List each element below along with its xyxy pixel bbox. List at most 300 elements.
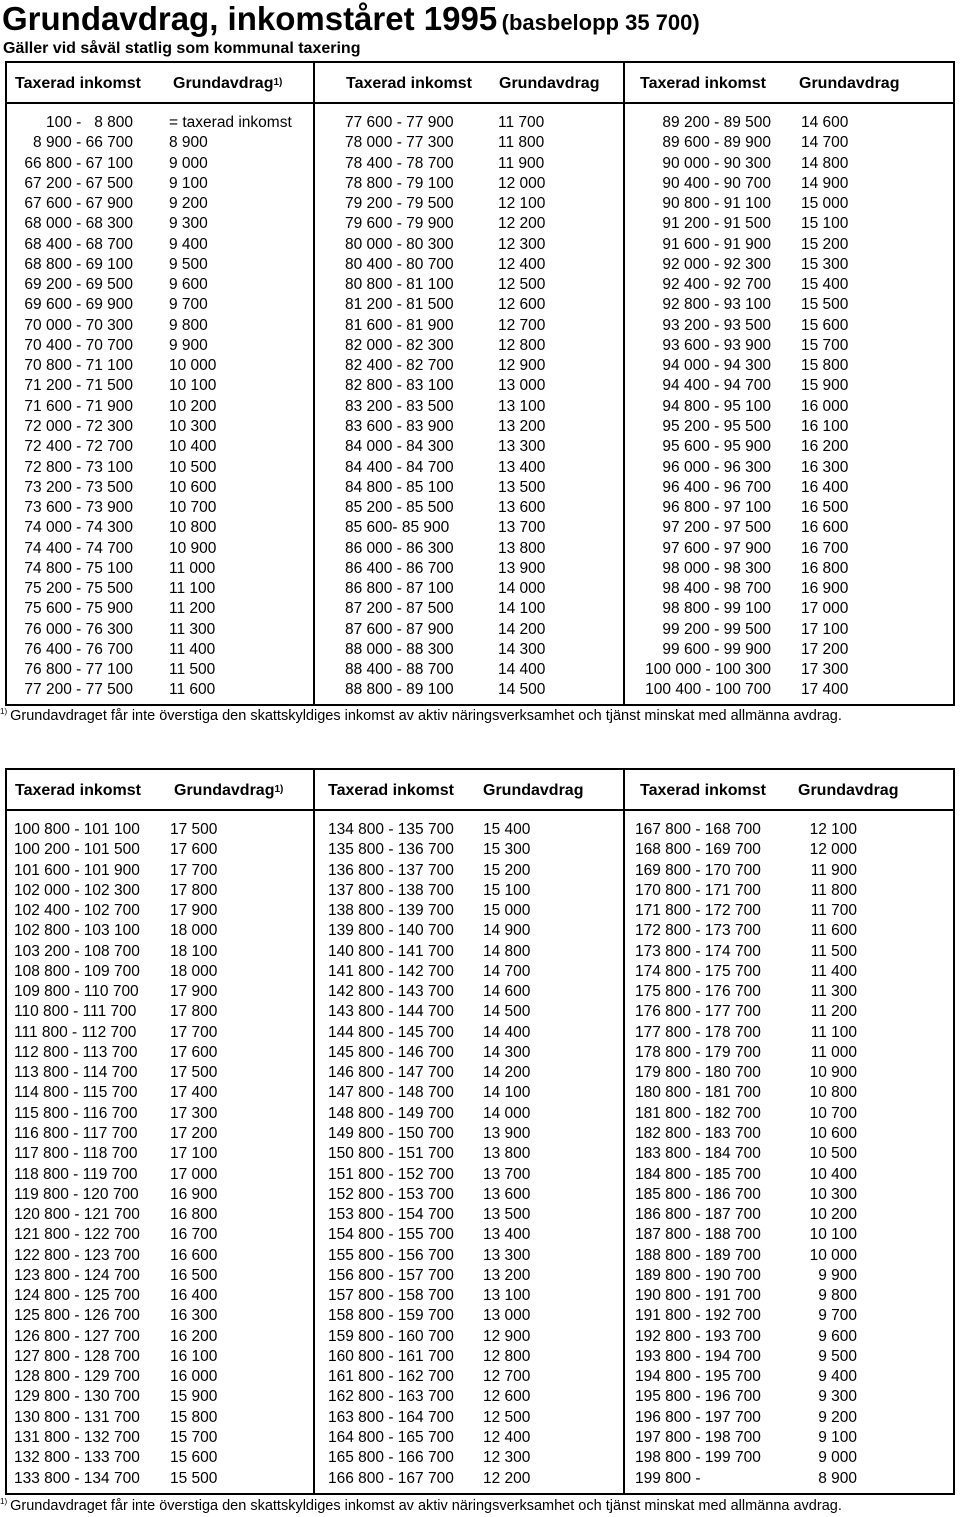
table-cell: 12 600: [483, 1388, 531, 1406]
table-cell: 102 400 - 102 700: [14, 902, 140, 920]
table-cell: 12 800: [483, 1347, 531, 1365]
table-cell: 15 100: [483, 881, 531, 899]
table-cell: 14 200: [498, 620, 546, 638]
table-cell: 173 800 - 174 700: [635, 942, 761, 960]
table-cell: 103 200 - 108 700: [14, 942, 140, 960]
income-column: [623, 113, 771, 701]
table-cell: 74 000 - 74 300: [24, 519, 133, 537]
table-cell: 68 000 - 68 300: [24, 215, 133, 233]
table-cell: 181 800 - 182 700: [635, 1104, 761, 1122]
table-cell: 78 000 - 77 300: [345, 134, 454, 152]
table-cell: 146 800 - 147 700: [328, 1064, 454, 1082]
table-cell: 14 000: [498, 580, 546, 598]
table-cell: 185 800 - 186 700: [635, 1185, 761, 1203]
table-cell: 12 700: [483, 1368, 531, 1386]
table-cell: 9 700: [169, 296, 208, 314]
table-cell: 10 600: [169, 478, 217, 496]
table-cell: 114 800 - 115 700: [14, 1084, 138, 1102]
table-cell: 81 200 - 81 500: [345, 296, 454, 314]
table-cell: 11 200: [810, 1003, 857, 1021]
table-cell: 12 100: [809, 821, 857, 838]
table-cell: 79 200 - 79 500: [345, 195, 454, 213]
table-cell: 13 900: [483, 1124, 531, 1142]
column-divider: [313, 63, 315, 704]
table-cell: 10 400: [169, 438, 217, 456]
table-cell: 167 800 - 168 700: [635, 821, 761, 838]
table-cell: 170 800 - 171 700: [635, 881, 761, 899]
table-cell: 177 800 - 178 700: [635, 1023, 761, 1041]
table-cell: 81 600 - 81 900: [345, 316, 454, 334]
table-cell: 137 800 - 138 700: [328, 881, 454, 899]
table-cell: 16 600: [801, 519, 849, 537]
table-cell: 14 100: [498, 600, 546, 618]
table-cell: 11 300: [810, 983, 857, 1001]
table-cell: 86 800 - 87 100: [345, 580, 454, 598]
table-cell: 109 800 - 110 700: [14, 983, 139, 1001]
table-cell: 187 800 - 188 700: [635, 1226, 761, 1244]
table-cell: 134 800 - 135 700: [328, 821, 454, 838]
table-cell: 133 800 - 134 700: [14, 1469, 140, 1487]
table-cell: 8 900: [818, 1469, 857, 1487]
table-cell: 16 300: [801, 458, 849, 476]
table-cell: 70 400 - 70 700: [24, 336, 133, 354]
table-cell: 125 800 - 126 700: [14, 1307, 140, 1325]
table-cell: 195 800 - 196 700: [635, 1388, 761, 1406]
table-cell: 11 400: [810, 962, 857, 980]
table-cell: 148 800 - 149 700: [328, 1104, 454, 1122]
table-cell: 15 700: [801, 336, 849, 354]
table-cell: 16 400: [170, 1287, 218, 1305]
table-cell: 102 800 - 103 100: [14, 922, 140, 940]
page-subtitle: Gäller vid såväl statlig som kommunal taxering: [3, 40, 361, 57]
table-cell: 9 300: [169, 215, 208, 233]
table-cell: 175 800 - 176 700: [635, 983, 761, 1001]
table-cell: 14 900: [801, 174, 849, 192]
table-cell: 76 400 - 76 700: [24, 640, 133, 658]
table-cell: 116 800 - 117 700: [14, 1124, 138, 1142]
table-cell: 16 300: [170, 1307, 218, 1325]
table-cell: 10 600: [809, 1124, 857, 1142]
header-basic-deduction: Grundavdrag$^{1)}$: [174, 782, 284, 799]
table-cell: 83 600 - 83 900: [345, 417, 454, 435]
header-basic-deduction: Grundavdrag: [799, 75, 900, 92]
footnote: $^{1)}$ Grundavdraget får inte överstiga den skattskyldiges inkomst av aktiv näringsverksamhet och tjänst minskat med allmänna avdrag.: [0, 1497, 842, 1514]
table-cell: 72 000 - 72 300: [24, 417, 133, 435]
table-cell: 15 000: [801, 195, 849, 213]
table-cell: 12 900: [483, 1327, 531, 1345]
table-cell: 157 800 - 158 700: [328, 1287, 454, 1305]
table-cell: 186 800 - 187 700: [635, 1206, 761, 1224]
table-cell: 15 500: [170, 1469, 218, 1487]
table-cell: 162 800 - 163 700: [328, 1388, 454, 1406]
table-cell: 108 800 - 109 700: [14, 962, 140, 980]
table-cell: 94 000 - 94 300: [662, 357, 771, 375]
table-cell: 10 800: [809, 1084, 857, 1102]
table-cell: 16 500: [170, 1266, 218, 1284]
table-cell: 15 900: [801, 377, 849, 395]
table-cell: 11 800: [810, 881, 857, 899]
table-cell: = taxerad inkomst: [169, 114, 292, 131]
table-cell: 90 000 - 90 300: [662, 154, 771, 172]
table-cell: 89 200 - 89 500: [662, 114, 771, 131]
table-cell: 9 500: [169, 255, 208, 273]
header-basic-deduction: Grundavdrag: [499, 75, 600, 92]
table-cell: 189 800 - 190 700: [635, 1266, 761, 1284]
table-cell: 93 600 - 93 900: [662, 336, 771, 354]
table-cell: 79 600 - 79 900: [345, 215, 454, 233]
table-cell: 13 600: [498, 499, 546, 517]
table-cell: 78 400 - 78 700: [345, 154, 454, 172]
table-cell: 80 800 - 81 100: [345, 276, 454, 294]
table-cell: 141 800 - 142 700: [328, 962, 454, 980]
table-cell: 17 600: [170, 841, 218, 859]
table-cell: 14 800: [483, 942, 531, 960]
table-cell: 17 000: [170, 1165, 218, 1183]
table-cell: 98 000 - 98 300: [662, 559, 771, 577]
table-cell: 85 200 - 85 500: [345, 499, 454, 517]
table-cell: 15 600: [801, 316, 849, 334]
table-cell: 12 900: [498, 357, 546, 375]
table-cell: 98 400 - 98 700: [662, 580, 771, 598]
table-cell: 14 200: [483, 1064, 531, 1082]
table-cell: 9 700: [818, 1307, 857, 1325]
table-cell: 158 800 - 159 700: [328, 1307, 454, 1325]
table-cell: 11 600: [810, 922, 857, 940]
table-cell: 150 800 - 151 700: [328, 1145, 454, 1163]
table-cell: 9 200: [818, 1408, 857, 1426]
table-cell: 18 100: [170, 942, 218, 960]
table-cell: 17 800: [170, 1003, 218, 1021]
table-cell: 15 100: [801, 215, 849, 233]
table-cell: 100 000 - 100 300: [645, 661, 771, 679]
table-cell: 17 400: [170, 1084, 218, 1102]
table-cell: 73 600 - 73 900: [24, 499, 133, 517]
table-cell: 14 300: [498, 640, 546, 658]
table-cell: 83 200 - 83 500: [345, 397, 454, 415]
table-cell: 96 800 - 97 100: [662, 499, 771, 517]
table-cell: 16 000: [801, 397, 849, 415]
table-cell: 92 800 - 93 100: [662, 296, 771, 314]
table-cell: 87 600 - 87 900: [345, 620, 454, 638]
table-cell: 69 200 - 69 500: [24, 276, 133, 294]
table-cell: 70 800 - 71 100: [24, 357, 133, 375]
table-cell: 9 900: [169, 336, 208, 354]
table-cell: 153 800 - 154 700: [328, 1206, 454, 1224]
table-cell: 86 000 - 86 300: [345, 539, 454, 557]
table-cell: 117 800 - 118 700: [14, 1145, 138, 1163]
table-cell: 111 800 - 112 700: [14, 1023, 137, 1041]
table-cell: 172 800 - 173 700: [635, 922, 761, 940]
table-cell: 13 700: [498, 519, 546, 537]
table-cell: 80 400 - 80 700: [345, 255, 454, 273]
table-cell: 15 600: [170, 1449, 218, 1467]
table-cell: 9 500: [818, 1347, 857, 1365]
table-cell: 13 800: [483, 1145, 531, 1163]
table-cell: 13 100: [483, 1287, 531, 1305]
table-cell: 13 500: [483, 1206, 531, 1224]
table-cell: 80 000 - 80 300: [345, 235, 454, 253]
table-cell: 13 000: [483, 1307, 531, 1325]
column-divider: [623, 770, 625, 1493]
table-cell: 87 200 - 87 500: [345, 600, 454, 618]
table-cell: 136 800 - 137 700: [328, 861, 454, 879]
table-cell: 77 600 - 77 900: [345, 114, 454, 131]
table-cell: 159 800 - 160 700: [328, 1327, 454, 1345]
table-cell: 16 000: [170, 1368, 218, 1386]
table-cell: 14 600: [801, 114, 849, 131]
table-cell: 11 100: [810, 1023, 857, 1041]
table-cell: 102 000 - 102 300: [14, 881, 140, 899]
table-cell: 191 800 - 192 700: [635, 1307, 761, 1325]
table-cell: 82 400 - 82 700: [345, 357, 454, 375]
table-cell: 99 600 - 99 900: [662, 640, 771, 658]
table-cell: 138 800 - 139 700: [328, 902, 454, 920]
header-taxed-income: Taxerad inkomst: [346, 75, 472, 92]
table-cell: 12 500: [483, 1408, 531, 1426]
table-cell: 197 800 - 198 700: [635, 1428, 761, 1446]
table-cell: 11 300: [169, 620, 216, 638]
deduction-column: [757, 820, 857, 1489]
income-column: [328, 820, 478, 1489]
table-cell: 11 700: [810, 902, 857, 920]
table-cell: 10 000: [809, 1246, 857, 1264]
table-cell: 14 400: [498, 661, 546, 679]
table-cell: 130 800 - 131 700: [14, 1408, 140, 1426]
table-cell: 10 700: [169, 499, 217, 517]
table-cell: 9 400: [169, 235, 208, 253]
table-cell: 76 800 - 77 100: [24, 661, 133, 679]
table-cell: 174 800 - 175 700: [635, 962, 761, 980]
table-cell: 13 300: [483, 1246, 531, 1264]
title-main: Grundavdrag, inkomståret 1995: [2, 0, 498, 37]
table-cell: 180 800 - 181 700: [635, 1084, 761, 1102]
table-cell: 10 200: [809, 1206, 857, 1224]
table-cell: 199 800 -: [635, 1469, 701, 1487]
table-cell: 9 000: [818, 1449, 857, 1467]
table-cell: 14 100: [483, 1084, 531, 1102]
table-cell: 66 800 - 67 100: [24, 154, 133, 172]
table-cell: 10 700: [809, 1104, 857, 1122]
table-cell: 14 300: [483, 1043, 531, 1061]
table-cell: 190 800 - 191 700: [635, 1287, 761, 1305]
table-cell: 88 400 - 88 700: [345, 661, 454, 679]
table-cell: 15 300: [483, 841, 531, 859]
table-cell: 17 700: [170, 861, 218, 879]
table-cell: 94 800 - 95 100: [662, 397, 771, 415]
table-cell: 154 800 - 155 700: [328, 1226, 454, 1244]
table-cell: 156 800 - 157 700: [328, 1266, 454, 1284]
table-cell: 18 000: [170, 962, 218, 980]
table-cell: 75 200 - 75 500: [24, 580, 133, 598]
table-cell: 163 800 - 164 700: [328, 1408, 454, 1426]
table-cell: 13 400: [498, 458, 546, 476]
table-cell: 9 600: [169, 276, 208, 294]
table-cell: 11 000: [169, 559, 216, 577]
header-taxed-income: Taxerad inkomst: [640, 75, 766, 92]
table-cell: 17 500: [170, 1064, 218, 1082]
table-cell: 144 800 - 145 700: [328, 1023, 454, 1041]
table-cell: 68 400 - 68 700: [24, 235, 133, 253]
table-cell: 96 400 - 96 700: [662, 478, 771, 496]
table-cell: 15 700: [170, 1428, 218, 1446]
table-cell: 14 800: [801, 154, 849, 172]
table-cell: 127 800 - 128 700: [14, 1347, 140, 1365]
table-cell: 71 600 - 71 900: [24, 397, 133, 415]
table-cell: 16 200: [170, 1327, 218, 1345]
deduction-column: [170, 820, 270, 1489]
table-cell: 169 800 - 170 700: [635, 861, 761, 879]
table-cell: 16 900: [170, 1185, 218, 1203]
table-cell: 17 000: [801, 600, 849, 618]
table-cell: 74 400 - 74 700: [24, 539, 133, 557]
income-column: [7, 113, 133, 701]
table-cell: 13 700: [483, 1165, 531, 1183]
table-cell: 17 100: [801, 620, 849, 638]
table-cell: 140 800 - 141 700: [328, 942, 454, 960]
table-cell: 11 800: [498, 134, 545, 152]
footnote: $^{1)}$ Grundavdraget får inte överstiga den skattskyldiges inkomst av aktiv näringsverksamhet och tjänst minskat med allmänna avdrag.: [0, 707, 842, 724]
title-note: (basbelopp 35 700): [501, 10, 700, 35]
table-cell: 115 800 - 116 700: [14, 1104, 138, 1122]
deduction-column: [801, 113, 901, 701]
table-cell: 129 800 - 130 700: [14, 1388, 140, 1406]
table-cell: 100 200 - 101 500: [14, 841, 140, 859]
table-cell: 139 800 - 140 700: [328, 922, 454, 940]
table-cell: 11 100: [169, 580, 216, 598]
table-cell: 97 600 - 97 900: [662, 539, 771, 557]
table-cell: 12 500: [498, 276, 546, 294]
table-cell: 143 800 - 144 700: [328, 1003, 454, 1021]
table-cell: 14 500: [498, 681, 546, 699]
header-basic-deduction: Grundavdrag: [483, 782, 584, 799]
header-basic-deduction: Grundavdrag$^{1)}$: [173, 75, 283, 92]
table-cell: 11 700: [498, 114, 545, 131]
table-cell: 92 000 - 92 300: [662, 255, 771, 273]
table-cell: 11 000: [810, 1043, 857, 1061]
table-cell: 90 400 - 90 700: [662, 174, 771, 192]
table-cell: 14 000: [483, 1104, 531, 1122]
table-cell: 178 800 - 179 700: [635, 1043, 761, 1061]
table-cell: 16 600: [170, 1246, 218, 1264]
table-cell: 192 800 - 193 700: [635, 1327, 761, 1345]
table-cell: 9 400: [818, 1368, 857, 1386]
table-cell: 13 300: [498, 438, 546, 456]
income-column: [14, 820, 164, 1489]
table-cell: 12 700: [498, 316, 546, 334]
table-cell: 101 600 - 101 900: [14, 861, 140, 879]
table-cell: 17 600: [170, 1043, 218, 1061]
table-cell: 161 800 - 162 700: [328, 1368, 454, 1386]
table-cell: 13 800: [498, 539, 546, 557]
table-cell: 13 400: [483, 1226, 531, 1244]
table-cell: 120 800 - 121 700: [14, 1206, 140, 1224]
table-cell: 12 200: [498, 215, 546, 233]
table-cell: 122 800 - 123 700: [14, 1246, 140, 1264]
table-cell: 12 300: [498, 235, 546, 253]
table-cell: 10 000: [169, 357, 217, 375]
table-cell: 155 800 - 156 700: [328, 1246, 454, 1264]
table-cell: 17 900: [170, 983, 218, 1001]
table-cell: 14 400: [483, 1023, 531, 1041]
table-cell: 75 600 - 75 900: [24, 600, 133, 618]
table-cell: 98 800 - 99 100: [662, 600, 771, 618]
table-cell: 17 400: [801, 681, 849, 699]
table-cell: 17 100: [170, 1145, 218, 1163]
table-cell: 76 000 - 76 300: [24, 620, 133, 638]
table-cell: 89 600 - 89 900: [662, 134, 771, 152]
table-cell: 128 800 - 129 700: [14, 1368, 140, 1386]
table-cell: 13 100: [498, 397, 546, 415]
table-cell: 113 800 - 114 700: [14, 1064, 138, 1082]
table-cell: 194 800 - 195 700: [635, 1368, 761, 1386]
table-cell: 14 700: [801, 134, 849, 152]
table-cell: 126 800 - 127 700: [14, 1327, 140, 1345]
table-cell: 71 200 - 71 500: [24, 377, 133, 395]
table-cell: 77 200 - 77 500: [24, 681, 133, 699]
table-cell: 84 800 - 85 100: [345, 478, 454, 496]
table-cell: 74 800 - 75 100: [24, 559, 133, 577]
header-taxed-income: Taxerad inkomst: [15, 75, 141, 92]
table-cell: 9 600: [818, 1327, 857, 1345]
table-cell: 12 300: [483, 1449, 531, 1467]
table-cell: 17 700: [170, 1023, 218, 1041]
table-cell: 118 800 - 119 700: [14, 1165, 138, 1183]
table-cell: 14 600: [483, 983, 531, 1001]
deduction-column: [169, 113, 309, 701]
table-cell: 13 500: [498, 478, 546, 496]
table-cell: 9 800: [818, 1287, 857, 1305]
table-cell: 193 800 - 194 700: [635, 1347, 761, 1365]
header-taxed-income: Taxerad inkomst: [328, 782, 454, 799]
table-cell: 110 800 - 111 700: [14, 1003, 137, 1021]
table-cell: 12 100: [498, 195, 546, 213]
table-cell: 82 800 - 83 100: [345, 377, 454, 395]
table-cell: 123 800 - 124 700: [14, 1266, 140, 1284]
table-cell: 100 400 - 100 700: [645, 681, 771, 699]
table-cell: 91 600 - 91 900: [662, 235, 771, 253]
table-cell: 94 400 - 94 700: [662, 377, 771, 395]
table-cell: 73 200 - 73 500: [24, 478, 133, 496]
table-cell: 91 200 - 91 500: [662, 215, 771, 233]
table-cell: 67 600 - 67 900: [24, 195, 133, 213]
table-cell: 70 000 - 70 300: [24, 316, 133, 334]
table-cell: 12 600: [498, 296, 546, 314]
table-cell: 11 900: [498, 154, 545, 172]
table-cell: 119 800 - 120 700: [14, 1185, 139, 1203]
table-cell: 8 900: [169, 134, 208, 152]
table-cell: 15 200: [801, 235, 849, 253]
table-cell: 72 800 - 73 100: [24, 458, 133, 476]
table-cell: 15 800: [170, 1408, 218, 1426]
table-cell: 14 700: [483, 962, 531, 980]
table-cell: 10 100: [169, 377, 217, 395]
table-cell: 84 400 - 84 700: [345, 458, 454, 476]
table-cell: 69 600 - 69 900: [24, 296, 133, 314]
deduction-table-1: [5, 61, 955, 706]
table-cell: 9 100: [818, 1428, 857, 1446]
table-cell: 15 200: [483, 861, 531, 879]
table-cell: 88 800 - 89 100: [345, 681, 454, 699]
table-cell: 78 800 - 79 100: [345, 174, 454, 192]
table-cell: 10 900: [169, 539, 217, 557]
table-cell: 93 200 - 93 500: [662, 316, 771, 334]
table-cell: 10 500: [809, 1145, 857, 1163]
table-cell: 11 900: [810, 861, 857, 879]
table-cell: 17 300: [801, 661, 849, 679]
table-cell: 15 400: [483, 821, 531, 838]
table-cell: 11 600: [169, 681, 216, 699]
table-cell: 9 000: [169, 154, 208, 172]
